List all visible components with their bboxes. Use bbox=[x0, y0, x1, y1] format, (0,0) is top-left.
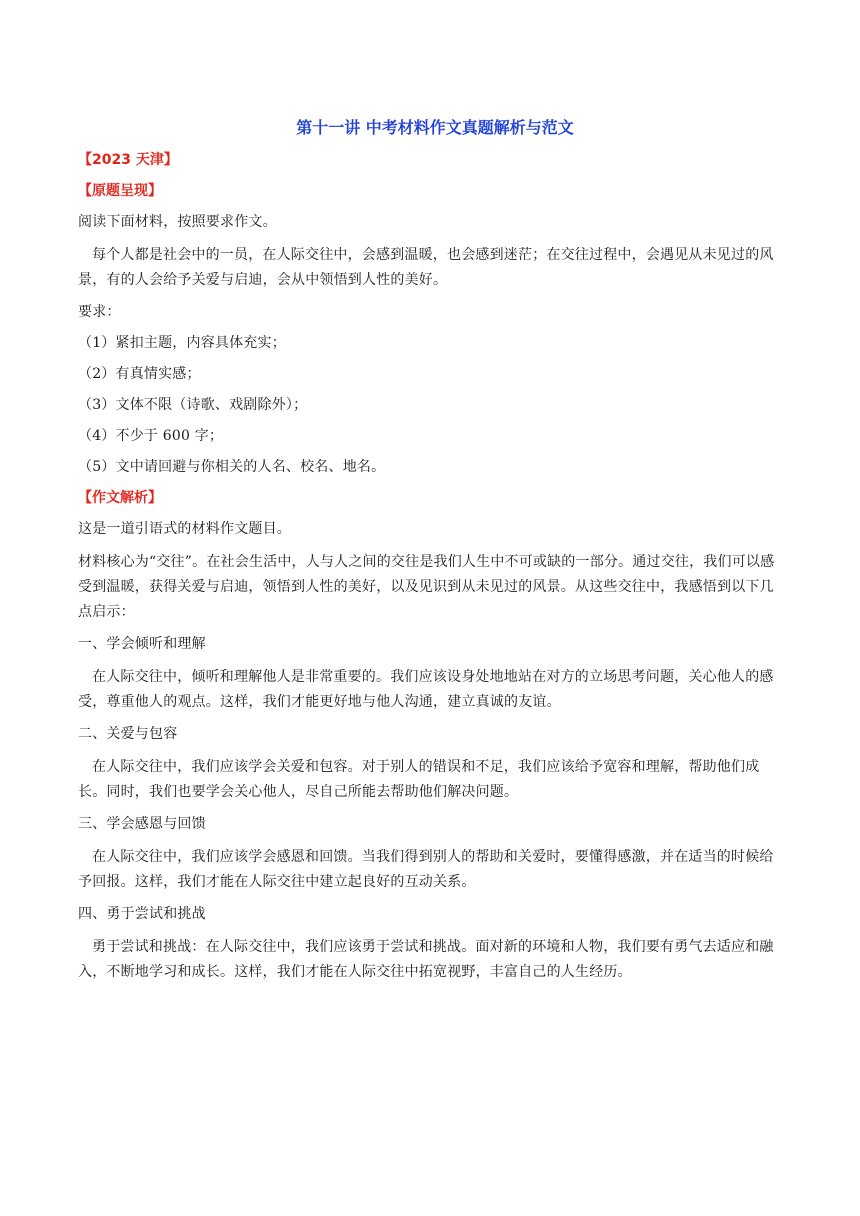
requirement-item: （4）不少于 600 字； bbox=[78, 428, 224, 444]
point-heading: 四、勇于尝试和挑战 bbox=[78, 906, 206, 922]
tag-question: 【原题呈现】 bbox=[78, 183, 162, 199]
document-page bbox=[78, 112, 784, 994]
tag-analysis: 【作文解析】 bbox=[78, 490, 162, 506]
point-heading: 二、关爱与包容 bbox=[78, 726, 178, 742]
point-text: 在人际交往中，我们应该学会感恩和回馈。当我们得到别人的帮助和关爱时，要懂得感激，并在适当的时候给予回报。这样，我们才能在人际交往中建立起良好的互动关系。 bbox=[78, 849, 774, 890]
requirement-item: （2）有真情实感； bbox=[78, 366, 201, 382]
analysis-core: 材料核心为“交往”。在社会生活中，人与人之间的交往是我们人生中不可或缺的一部分。通过交往，我们可以感受到温暖，获得关爱与启迪，领悟到人性的美好，以及见识到从未见过的风景。从这些交往中，我感悟到以下几点启示： bbox=[78, 554, 775, 620]
analysis-type: 这是一道引语式的材料作文题目。 bbox=[78, 521, 291, 537]
point-heading: 一、学会倾听和理解 bbox=[78, 636, 206, 652]
requirement-item: （5）文中请回避与你相关的人名、校名、地名。 bbox=[78, 459, 386, 475]
point-text: 在人际交往中，倾听和理解他人是非常重要的。我们应该设身处地地站在对方的立场思考问题，关心他人的感受，尊重他人的观点。这样，我们才能更好地与他人沟通，建立真诚的友谊。 bbox=[78, 669, 774, 710]
requirement-item: （1）紧扣主题，内容具体充实； bbox=[78, 335, 286, 351]
document-title: 第十一讲 中考材料作文真题解析与范文 bbox=[296, 118, 574, 137]
question-intro: 阅读下面材料，按照要求作文。 bbox=[78, 214, 277, 230]
point-text: 勇于尝试和挑战：在人际交往中，我们应该勇于尝试和挑战。面对新的环境和人物，我们要有勇气去适应和融入，不断地学习和成长。这样，我们才能在人际交往中拓宽视野，丰富自己的人生经历。 bbox=[78, 939, 774, 980]
tag-year: 【2023 天津】 bbox=[78, 152, 178, 168]
requirements-label: 要求： bbox=[78, 304, 121, 320]
question-material: 每个人都是社会中的一员，在人际交往中，会感到温暖，也会感到迷茫；在交往过程中，会遇见从未见过的风景，有的人会给予关爱与启迪，会从中领悟到人性的美好。 bbox=[78, 247, 774, 288]
requirement-item: （3）文体不限（诗歌、戏剧除外）； bbox=[78, 397, 308, 413]
point-heading: 三、学会感恩与回馈 bbox=[78, 816, 206, 832]
point-text: 在人际交往中，我们应该学会关爱和包容。对于别人的错误和不足，我们应该给予宽容和理解，帮助他们成长。同时，我们也要学会关心他人，尽自己所能去帮助他们解决问题。 bbox=[78, 759, 760, 800]
